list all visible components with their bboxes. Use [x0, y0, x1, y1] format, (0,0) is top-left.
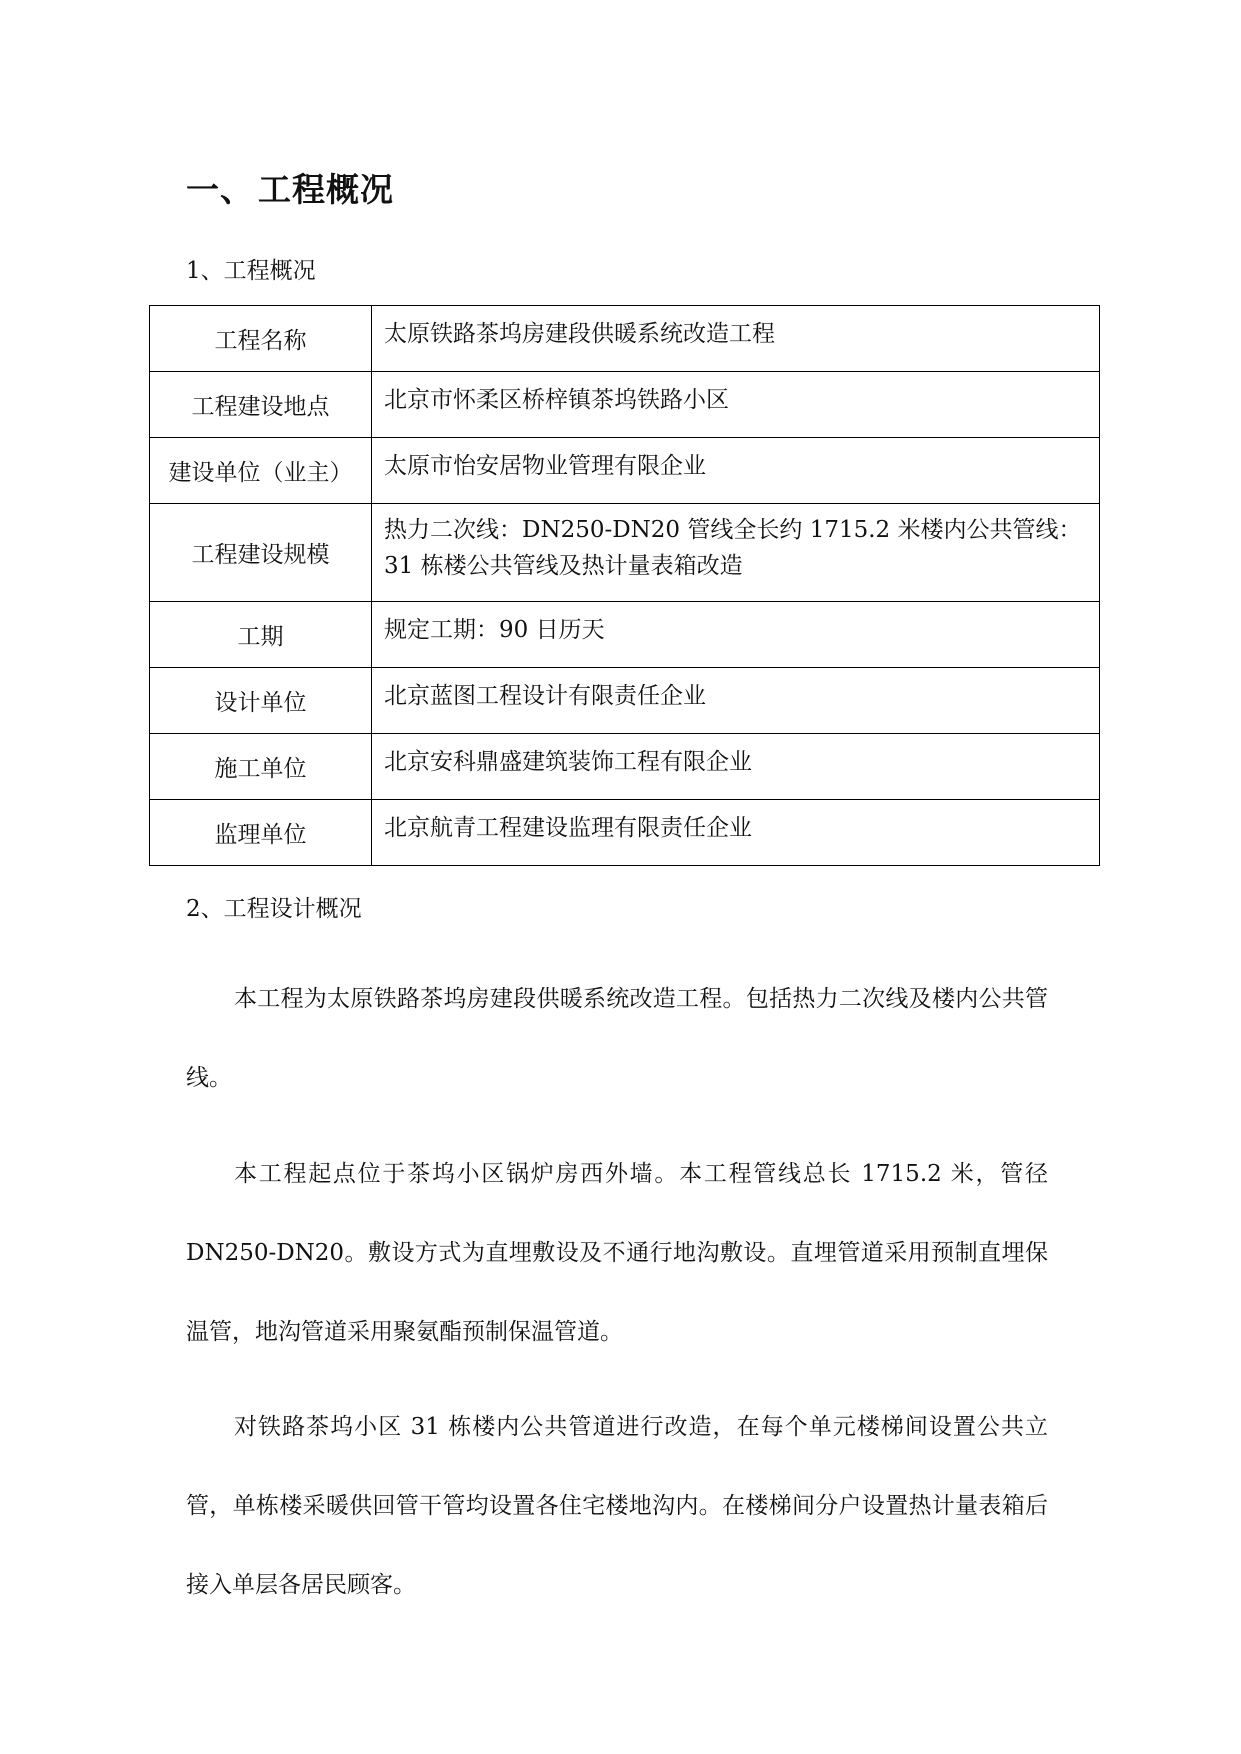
paragraph: 对铁路茶坞小区 31 栋楼内公共管道进行改造，在每个单元楼梯间设置公共立管，单栋楼采暖供回管干管均设置各住宅楼地沟内。在楼梯间分户设置热计量表箱后接入单层各居民顾客。 — [186, 1414, 1048, 1598]
row-value: 北京航青工程建设监理有限责任企业 — [372, 800, 1100, 866]
heading-number: 一、 — [186, 170, 254, 209]
table-row — [150, 800, 1100, 866]
row-label: 工程名称 — [150, 306, 372, 372]
paragraph: 本工程起点位于茶坞小区锅炉房西外墙。本工程管线总长 1715.2 米，管径 DN250-DN20。敷设方式为直埋敷设及不通行地沟敷设。直埋管道采用预制直埋保温管，地沟管道采用聚氨酯预制保温管道。 — [186, 1161, 1048, 1345]
project-info-table — [149, 305, 1100, 866]
section-1-title: 1、工程概况 — [186, 258, 316, 284]
row-value: 规定工期：90 日历天 — [372, 602, 1100, 668]
row-label: 施工单位 — [150, 734, 372, 800]
table-row — [150, 306, 1100, 372]
table-row — [150, 438, 1100, 504]
row-label: 工程建设规模 — [150, 504, 372, 602]
paragraph: 本工程为太原铁路茶坞房建段供暖系统改造工程。包括热力二次线及楼内公共管线。 — [186, 986, 1048, 1091]
row-value: 北京市怀柔区桥梓镇茶坞铁路小区 — [372, 372, 1100, 438]
row-value: 热力二次线：DN250-DN20 管线全长约 1715.2 米楼内公共管线：31 栋楼公共管线及热计量表箱改造 — [372, 504, 1100, 602]
table-row — [150, 372, 1100, 438]
table-row — [150, 504, 1100, 602]
table-row — [150, 734, 1100, 800]
section-2-title: 2、工程设计概况 — [186, 896, 362, 922]
row-label: 工期 — [150, 602, 372, 668]
row-label: 设计单位 — [150, 668, 372, 734]
table-row — [150, 668, 1100, 734]
heading-title: 工程概况 — [258, 170, 394, 209]
table-row — [150, 602, 1100, 668]
row-value: 北京蓝图工程设计有限责任企业 — [372, 668, 1100, 734]
row-value: 太原市怡安居物业管理有限企业 — [372, 438, 1100, 504]
row-label: 监理单位 — [150, 800, 372, 866]
row-label: 工程建设地点 — [150, 372, 372, 438]
main-heading — [186, 164, 394, 211]
row-value: 太原铁路茶坞房建段供暖系统改造工程 — [372, 306, 1100, 372]
row-label: 建设单位（业主） — [150, 438, 372, 504]
row-value: 北京安科鼎盛建筑装饰工程有限企业 — [372, 734, 1100, 800]
